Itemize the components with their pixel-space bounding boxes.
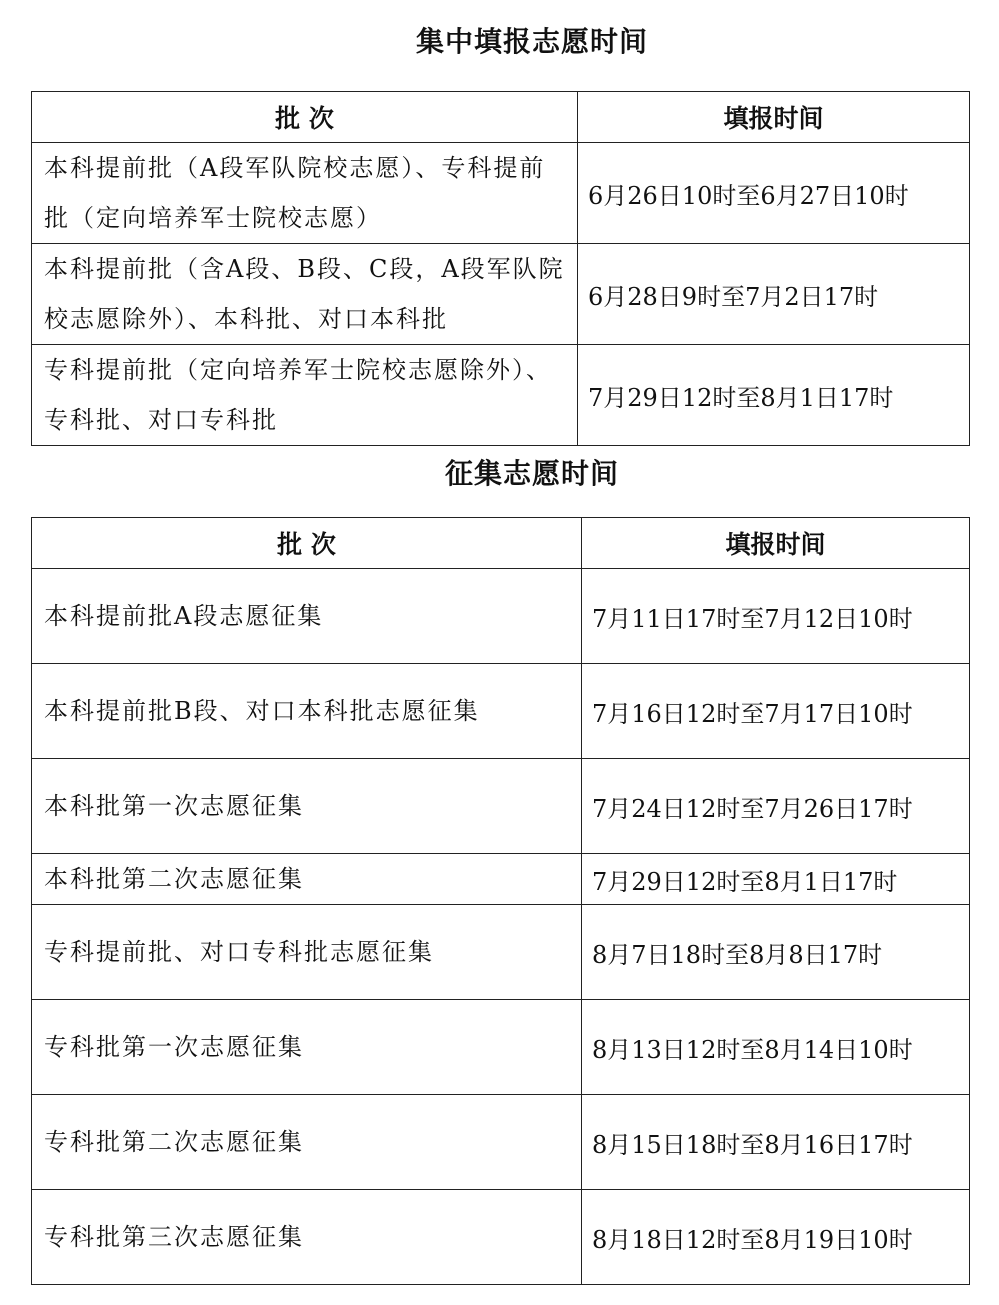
batch-cell: 专科批第一次志愿征集: [32, 1000, 582, 1095]
table-row: [32, 244, 970, 345]
time-cell: 8月7日18时至8月8日17时: [582, 905, 970, 1000]
time-cell: 7月24日12时至7月26日17时: [582, 759, 970, 854]
solicitation-table: [31, 517, 970, 1285]
table-row: [32, 854, 970, 905]
header-batch: 批 次: [32, 92, 578, 143]
table-row: [32, 759, 970, 854]
table-row: [32, 1095, 970, 1190]
batch-cell: 专科提前批（定向培养军士院校志愿除外）、专科批、对口专科批: [32, 345, 578, 446]
time-cell: 7月29日12时至8月1日17时: [578, 345, 970, 446]
time-cell: 8月13日12时至8月14日10时: [582, 1000, 970, 1095]
table-row: [32, 1190, 970, 1285]
time-cell: 7月11日17时至7月12日10时: [582, 569, 970, 664]
table-header-row: [32, 92, 970, 143]
header-time: 填报时间: [582, 518, 970, 569]
header-time: 填报时间: [578, 92, 970, 143]
time-cell: 7月16日12时至7月17日10时: [582, 664, 970, 759]
time-cell: 6月28日9时至7月2日17时: [578, 244, 970, 345]
section1-title: 集中填报志愿时间: [415, 25, 648, 58]
batch-cell: 专科提前批、对口专科批志愿征集: [32, 905, 582, 1000]
table-row: [32, 664, 970, 759]
batch-cell: 本科批第一次志愿征集: [32, 759, 582, 854]
table-row: [32, 905, 970, 1000]
table-header-row: [32, 518, 970, 569]
batch-cell: 本科提前批（A段军队院校志愿）、专科提前批（定向培养军士院校志愿）: [32, 143, 578, 244]
table-row: [32, 569, 970, 664]
batch-cell: 本科提前批A段志愿征集: [32, 569, 582, 664]
batch-cell: 本科提前批B段、对口本科批志愿征集: [32, 664, 582, 759]
table-row: [32, 345, 970, 446]
concentrated-filling-table: [31, 91, 970, 446]
batch-cell: 本科批第二次志愿征集: [32, 854, 582, 905]
time-cell: 7月29日12时至8月1日17时: [582, 854, 970, 905]
time-cell: 6月26日10时至6月27日10时: [578, 143, 970, 244]
time-cell: 8月15日18时至8月16日17时: [582, 1095, 970, 1190]
section2-title: 征集志愿时间: [444, 457, 619, 490]
batch-cell: 专科批第三次志愿征集: [32, 1190, 582, 1285]
header-batch: 批 次: [32, 518, 582, 569]
time-cell: 8月18日12时至8月19日10时: [582, 1190, 970, 1285]
batch-cell: 本科提前批（含A段、B段、C段，A段军队院校志愿除外）、本科批、对口本科批: [32, 244, 578, 345]
table-row: [32, 1000, 970, 1095]
batch-cell: 专科批第二次志愿征集: [32, 1095, 582, 1190]
table-row: [32, 143, 970, 244]
